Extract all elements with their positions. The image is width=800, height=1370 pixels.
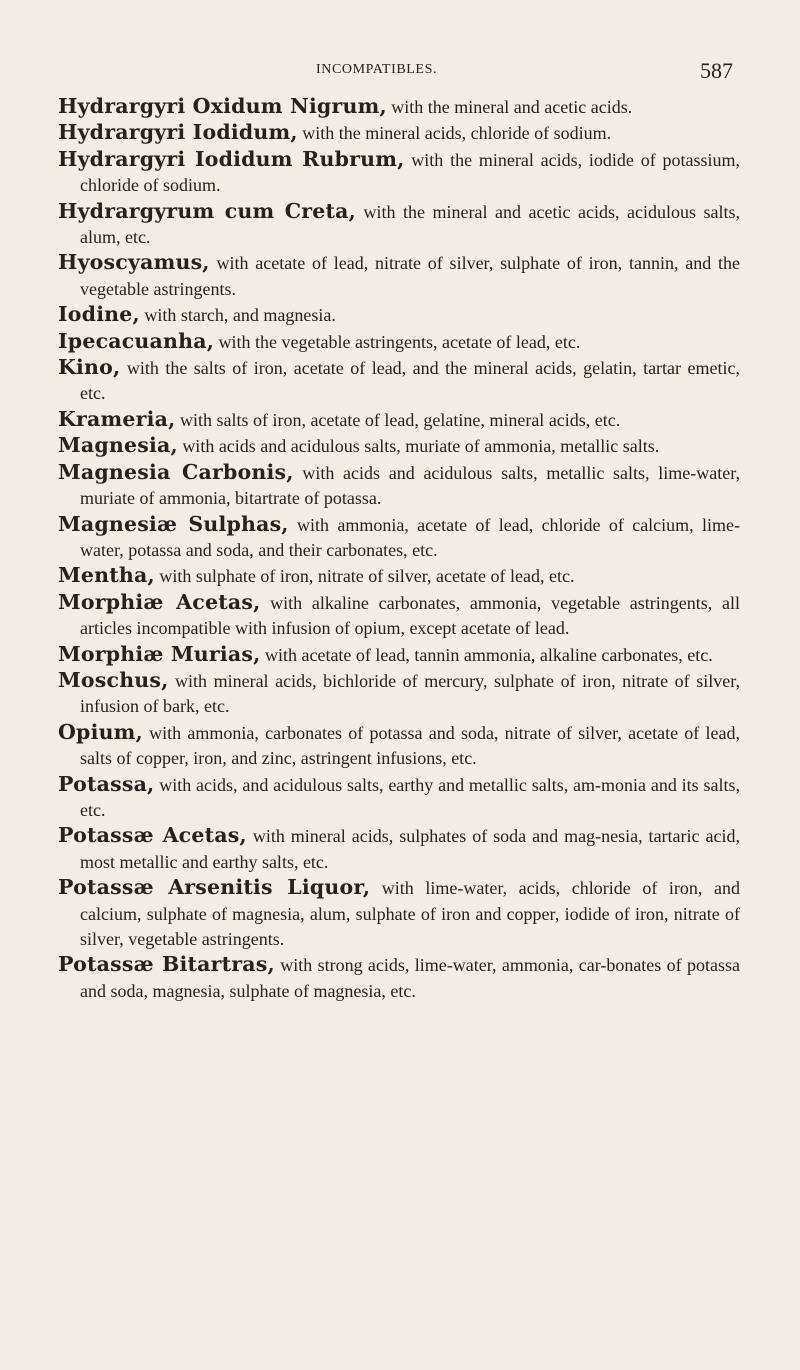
- entry-potassae-arsenitis-liquor: [58, 875, 740, 952]
- entry-iodine: [58, 302, 740, 328]
- entry-term: Potassa,: [58, 771, 155, 796]
- entry-kino: [58, 355, 740, 407]
- entry-text: with acetate of lead, tannin ammonia, alkaline carbonates, etc.: [260, 644, 713, 665]
- entry-text: with starch, and magnesia.: [139, 305, 336, 326]
- entry-term: Ipecacuanha,: [58, 328, 215, 353]
- entry-text: with ammonia, acetate of lead, chloride of calcium, lime-water, potassa and soda, and their carbonates, etc.: [80, 514, 740, 560]
- entry-potassa: [58, 772, 740, 824]
- entry-ipecacuanha: [58, 329, 740, 355]
- entry-term: Mentha,: [58, 563, 155, 588]
- entry-potassae-acetas: [58, 823, 740, 875]
- entry-text: with the mineral and acetic acids.: [386, 97, 633, 117]
- entry-potassae-bitartras: [58, 952, 740, 1004]
- entry-text: with acids and acidulous salts, muriate of ammonia, metallic salts.: [177, 436, 660, 457]
- entry-hydrargyri-iodidum: [58, 120, 740, 146]
- entry-text: with strong acids, lime-water, ammonia, car-bonates of potassa and soda, magnesia, sulphate of magnesia, etc.: [80, 955, 740, 1001]
- entry-hydrargyri-iodidum-rubrum: [58, 147, 740, 199]
- entry-term: Potassæ Bitartras,: [58, 952, 275, 977]
- entry-term: Hydrargyri Iodidum Rubrum,: [58, 146, 405, 171]
- entry-term: Hydrargyri Oxidum Nigrum,: [58, 94, 387, 118]
- entry-term: Potassæ Arsenitis Liquor,: [58, 875, 371, 900]
- entry-text: with sulphate of iron, nitrate of silver, acetate of lead, etc.: [154, 566, 575, 587]
- entry-text: with the vegetable astringents, acetate of lead, etc.: [214, 331, 581, 352]
- entry-term: Kino,: [58, 355, 121, 380]
- entry-moschus: [58, 668, 740, 720]
- entry-text: with the mineral and acetic acids, acidulous salts, alum, etc.: [80, 201, 740, 248]
- entry-term: Iodine,: [58, 302, 140, 327]
- entry-text: with acids, and acidulous salts, earthy and metallic salts, am-monia and its salts, etc.: [80, 774, 740, 820]
- entry-term: Potassæ Acetas,: [58, 823, 247, 848]
- running-title: INCOMPATIBLES.: [316, 62, 438, 77]
- incompatibles-list: [58, 94, 740, 1004]
- entry-term: Hyoscyamus,: [58, 250, 210, 275]
- entry-term: Magnesia Carbonis,: [58, 459, 294, 484]
- entry-text: with the mineral acids, chloride of sodium.: [297, 123, 612, 144]
- entry-magnesiae-sulphas: [58, 512, 740, 564]
- entry-text: with the mineral acids, iodide of potassium, chloride of sodium.: [80, 149, 740, 196]
- entry-text: with acids and acidulous salts, metallic salts, lime-water, muriate of ammonia, bitartrate of potassa.: [80, 462, 740, 509]
- page-number: 587: [700, 58, 733, 83]
- entry-text: with salts of iron, acetate of lead, gelatine, mineral acids, etc.: [175, 409, 621, 430]
- entry-krameria: [58, 407, 740, 433]
- entry-text: with lime-water, acids, chloride of iron, and calcium, sulphate of magnesia, alum, sulphate of iron and copper, iodide of iron, nitrate of silver, vegetable astringents.: [80, 878, 740, 949]
- entry-term: Magnesia,: [58, 433, 178, 458]
- entry-text: with acetate of lead, nitrate of silver, sulphate of iron, tannin, and the vegetable astringents.: [80, 253, 740, 299]
- entry-morphiae-acetas: [58, 590, 740, 642]
- entry-hyoscyamus: [58, 250, 740, 302]
- entry-term: Morphiæ Acetas,: [58, 589, 261, 614]
- entry-text: with mineral acids, sulphates of soda and mag-nesia, tartaric acid, most metallic and earthy salts, etc.: [80, 826, 740, 872]
- entry-opium: [58, 720, 740, 772]
- entry-term: Moschus,: [58, 667, 169, 692]
- entry-term: Hydrargyri Iodidum,: [58, 120, 298, 145]
- entry-magnesia-carbonis: [58, 460, 740, 512]
- entry-term: Magnesiæ Sulphas,: [58, 511, 289, 536]
- entry-magnesia: [58, 433, 740, 459]
- entry-term: Hydrargyrum cum Creta,: [58, 198, 356, 223]
- entry-text: with ammonia, carbonates of potassa and soda, nitrate of silver, acetate of lead, salts of copper, iron, and zinc, astringent infusions, etc.: [80, 722, 740, 769]
- entry-term: Opium,: [58, 719, 143, 744]
- entry-text: with alkaline carbonates, ammonia, vegetable astringents, all articles incompatible with infusion of opium, except acetate of lead.: [80, 592, 740, 639]
- entry-term: Krameria,: [58, 406, 176, 431]
- entry-morphiae-murias: [58, 642, 740, 668]
- entry-hydrargyrum-cum-creta: [58, 199, 740, 251]
- page-header: [0, 58, 800, 88]
- entry-term: Morphiæ Murias,: [58, 641, 261, 666]
- entry-text: with mineral acids, bichloride of mercury, sulphate of iron, nitrate of silver, infusion of bark, etc.: [80, 670, 740, 717]
- entry-text: with the salts of iron, acetate of lead, and the mineral acids, gelatin, tartar emetic, etc.: [80, 358, 740, 404]
- entry-hydrargyri-oxidum-nigrum: [58, 94, 740, 120]
- entry-mentha: [58, 563, 740, 589]
